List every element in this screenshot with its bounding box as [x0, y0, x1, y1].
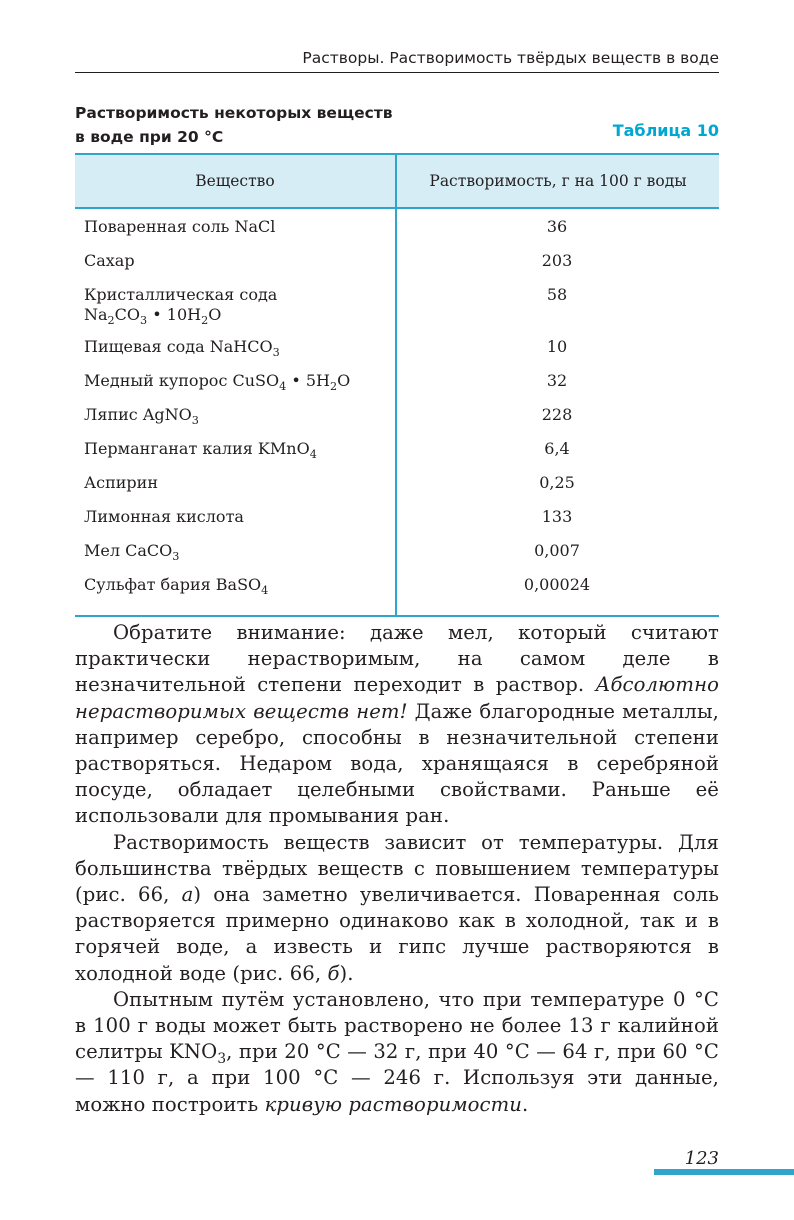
- substance-cell: Ляпис AgNO$_3$: [84, 405, 199, 427]
- substance-cell: Пищевая сода NaHCO$_3$: [84, 337, 280, 359]
- substance-cell: Перманганат калия KMnO$_4$: [84, 439, 317, 461]
- solubility-cell: 10: [546, 337, 568, 356]
- substance-cell: Медный купорос CuSO$_4$ • $5H_2O$: [84, 371, 351, 393]
- table-title-line-2: в воде при 20 °C: [75, 128, 224, 146]
- substance-cell: Сахар: [84, 251, 135, 270]
- solubility-cell: 0,25: [539, 473, 575, 492]
- table-number: Таблица 10: [612, 121, 719, 140]
- paragraph-temperature: Растворимость веществ зависит от температуры. Для большинства твёрдых веществ с повышением температуры (рис. 66, а) она заметно увеличивается. Поваренная соль растворяется примерно одинаково как в холодной, так и в горячей воде, а известь и гипс лучше растворяются в холодной воде (рис. 66, б).: [75, 830, 719, 985]
- paragraph-solubility-curve: Опытным путём установлено, что при температуре 0 °C в 100 г воды может быть растворено не более 13 г калийной селитры $KNO_3$, при 20 °C — 32 г, при 40 °C — 64 г, при 60 °C — 110 г, а при 100 °C — 246 г. Используя эти данные, можно построить кривую растворимости.: [75, 987, 719, 1116]
- substance-cell: Мел CaCO$_3$: [84, 541, 180, 563]
- table-title-line-1: Растворимость некоторых веществ: [75, 104, 393, 122]
- substance-cell: Аспирин: [84, 473, 158, 492]
- page-number-bar: [654, 1169, 794, 1175]
- header-substance: Вещество: [75, 155, 397, 207]
- solubility-cell: 133: [541, 507, 573, 526]
- solubility-column: [397, 209, 719, 615]
- table-body: [75, 209, 719, 615]
- solubility-table: [75, 153, 719, 617]
- body-text: [75, 620, 719, 1118]
- solubility-cell: 0,00024: [523, 575, 591, 594]
- solubility-cell: 228: [541, 405, 573, 424]
- solubility-cell: 203: [541, 251, 573, 270]
- substance-cell: Сульфат бария BaSO$_4$: [84, 575, 269, 597]
- page-number: 123: [684, 1148, 719, 1169]
- substance-cell: Поваренная соль NaCl: [84, 217, 276, 236]
- paragraph-insoluble: Обратите внимание: даже мел, который считают практически нерастворимым, на самом деле в незначительной степени переходит в раствор. Абсолютно нерастворимых веществ нет! Даже благородные металлы, например серебро, способны в незначительной степени растворяться. Недаром вода, хранящаяся в серебряной посуде, обладает целебными свойствами. Раньше её использовали для промывания ран.: [75, 621, 720, 828]
- solubility-cell: 6,4: [544, 439, 570, 458]
- solubility-cell: 32: [546, 371, 568, 390]
- solubility-cell: 36: [546, 217, 568, 236]
- solubility-cell: 0,007: [534, 541, 580, 560]
- running-head: Растворы. Растворимость твёрдых веществ в воде: [302, 49, 719, 67]
- substance-column: [75, 209, 397, 615]
- header-divider: [75, 72, 719, 73]
- header-solubility: Растворимость, г на 100 г воды: [429, 172, 687, 190]
- solubility-cell: 58: [546, 285, 568, 304]
- table-header-row: [75, 155, 719, 209]
- substance-cell: Лимонная кислота: [84, 507, 244, 526]
- substance-cell: Кристаллическая сода $Na_2CO_3$ • $10H_2O$: [84, 285, 278, 327]
- table-title: [75, 101, 393, 149]
